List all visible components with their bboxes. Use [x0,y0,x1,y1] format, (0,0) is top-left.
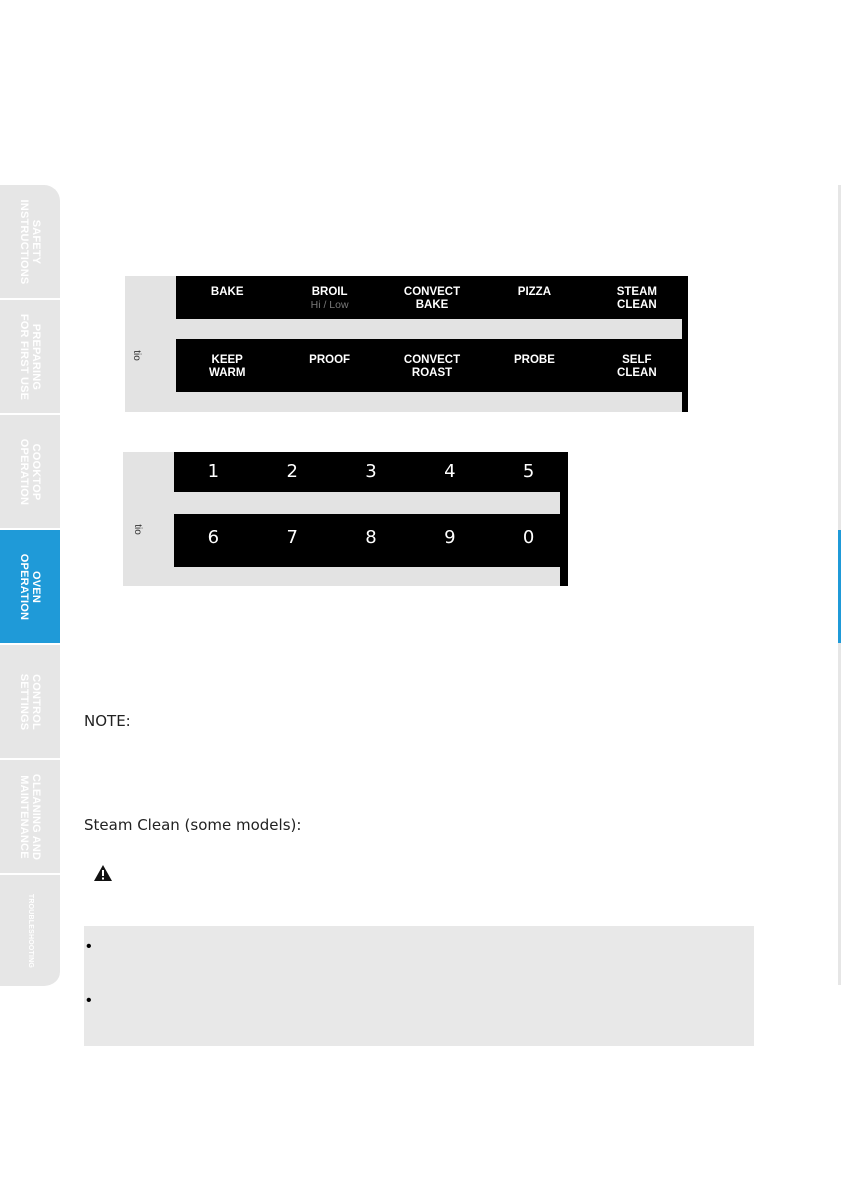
broil-key[interactable] [278,276,380,312]
self-clean-key[interactable] [586,339,688,380]
function-keys-row-1 [176,276,688,319]
probe-key[interactable] [483,339,585,367]
bullet-marker: • [86,938,92,955]
number-key-3[interactable]: 3 [365,461,377,482]
function-keys-row-2 [176,339,688,392]
number-key-7[interactable]: 7 [286,527,298,548]
pizza-key[interactable] [483,276,585,299]
number-keys-row-1 [174,452,568,492]
tab-oven-operation[interactable] [0,530,60,645]
tab-label: TROUBLESHOOTING [27,893,34,968]
tab-cooktop-operation[interactable] [0,415,60,530]
number-key-4[interactable]: 4 [444,461,456,482]
tab-label: CLEANING AND MAINTENANCE [18,773,42,860]
key-label: CONVECT BAKE [403,286,461,311]
steam-clean-heading: Steam Clean (some models): [84,816,302,834]
number-key-9[interactable]: 9 [444,527,456,548]
key-label: BAKE [210,286,244,298]
number-key-1[interactable]: 1 [207,461,220,482]
function-panel-right-edge [682,319,688,412]
convect-bake-key[interactable] [381,276,483,312]
number-key-5[interactable]: 5 [522,461,535,482]
tab-safety-instructions[interactable] [0,185,60,300]
function-panel-side-label: tio [130,350,142,361]
bake-key[interactable] [176,276,278,299]
tab-label: SAFETY INSTRUCTIONS [18,199,42,284]
steam-clean-bullets-box [84,926,754,1046]
key-label: BROIL [311,286,348,298]
key-label: KEEP WARM [208,354,246,379]
key-label: PROBE [513,354,555,366]
tab-cleaning-and-maintenance[interactable] [0,760,60,875]
number-key-0[interactable]: 0 [522,527,535,548]
tab-label: COOKTOP OPERATION [18,438,42,505]
steam-clean-key[interactable] [586,276,688,312]
number-panel-right-edge [560,492,568,586]
key-label: CONVECT ROAST [403,354,461,379]
tab-troubleshooting[interactable] [0,875,60,988]
number-key-8[interactable]: 8 [365,527,377,548]
tab-control-settings[interactable] [0,645,60,760]
tab-preparing-for-first-use[interactable] [0,300,60,415]
number-key-2[interactable]: 2 [286,461,298,482]
tab-label: OVEN OPERATION [18,553,42,620]
bullet-marker: • [86,992,92,1009]
key-label: STEAM CLEAN [616,286,657,311]
key-sublabel: Hi / Low [310,299,349,311]
tab-label: CONTROL SETTINGS [18,673,42,730]
note-label: NOTE: [84,712,131,730]
tab-label: PREPARING FOR FIRST USE [18,313,42,400]
proof-key[interactable] [278,339,380,367]
number-panel-side-label: tio [131,524,143,535]
keep-warm-key[interactable] [176,339,278,380]
number-keys-row-2 [174,514,568,567]
key-label: PIZZA [517,286,552,298]
number-key-6[interactable]: 6 [207,527,220,548]
convect-roast-key[interactable] [381,339,483,380]
key-label: PROOF [309,354,351,366]
warning-icon [93,864,113,882]
key-label: SELF CLEAN [617,354,657,379]
